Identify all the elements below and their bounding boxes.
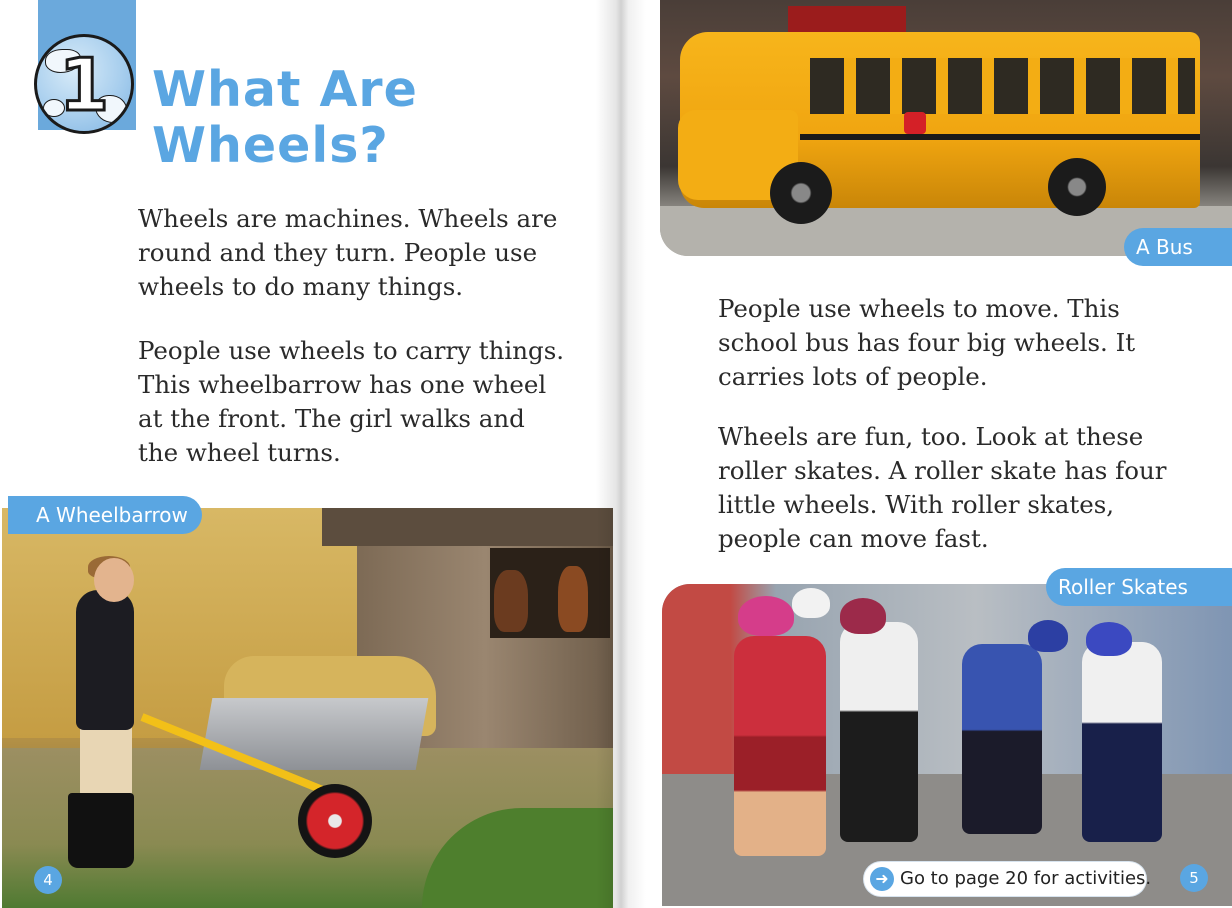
bus-photo [660,0,1232,256]
activity-text: Go to page 20 for activities. [900,868,1152,889]
chapter-number: 1 [58,43,110,127]
left-page [0,0,614,908]
left-paragraph-1: Wheels are machines. Wheels are round and they turn. People use wheels to do many things. [138,204,558,301]
left-paragraph-2: People use wheels to carry things. This wheelbarrow has one wheel at the front. The girl walks and the wheel turns. [138,336,565,467]
roller-skates-photo [662,584,1232,906]
activity-link[interactable] [864,862,1152,896]
chapter-title-line2: Wheels? [152,117,389,174]
chapter-title [152,62,572,174]
page-number-left: 4 [34,866,62,894]
right-paragraph-1: People use wheels to move. This school bus has four big wheels. It carries lots of people. [718,294,1136,391]
right-paragraph-2: Wheels are fun, too. Look at these roller skates. A roller skate has four little wheels. With roller skates, people can move fast. [718,422,1167,553]
bus-caption: A Bus [1124,228,1232,266]
wheelbarrow-caption: A Wheelbarrow [8,496,202,534]
page-number-right: 5 [1180,864,1208,892]
roller-skates-caption: Roller Skates [1046,568,1232,606]
chapter-title-line1: What Are [152,61,418,118]
wheelbarrow-photo [2,508,613,908]
arrow-right-icon: ➜ [870,867,894,891]
globe-icon [34,34,134,134]
